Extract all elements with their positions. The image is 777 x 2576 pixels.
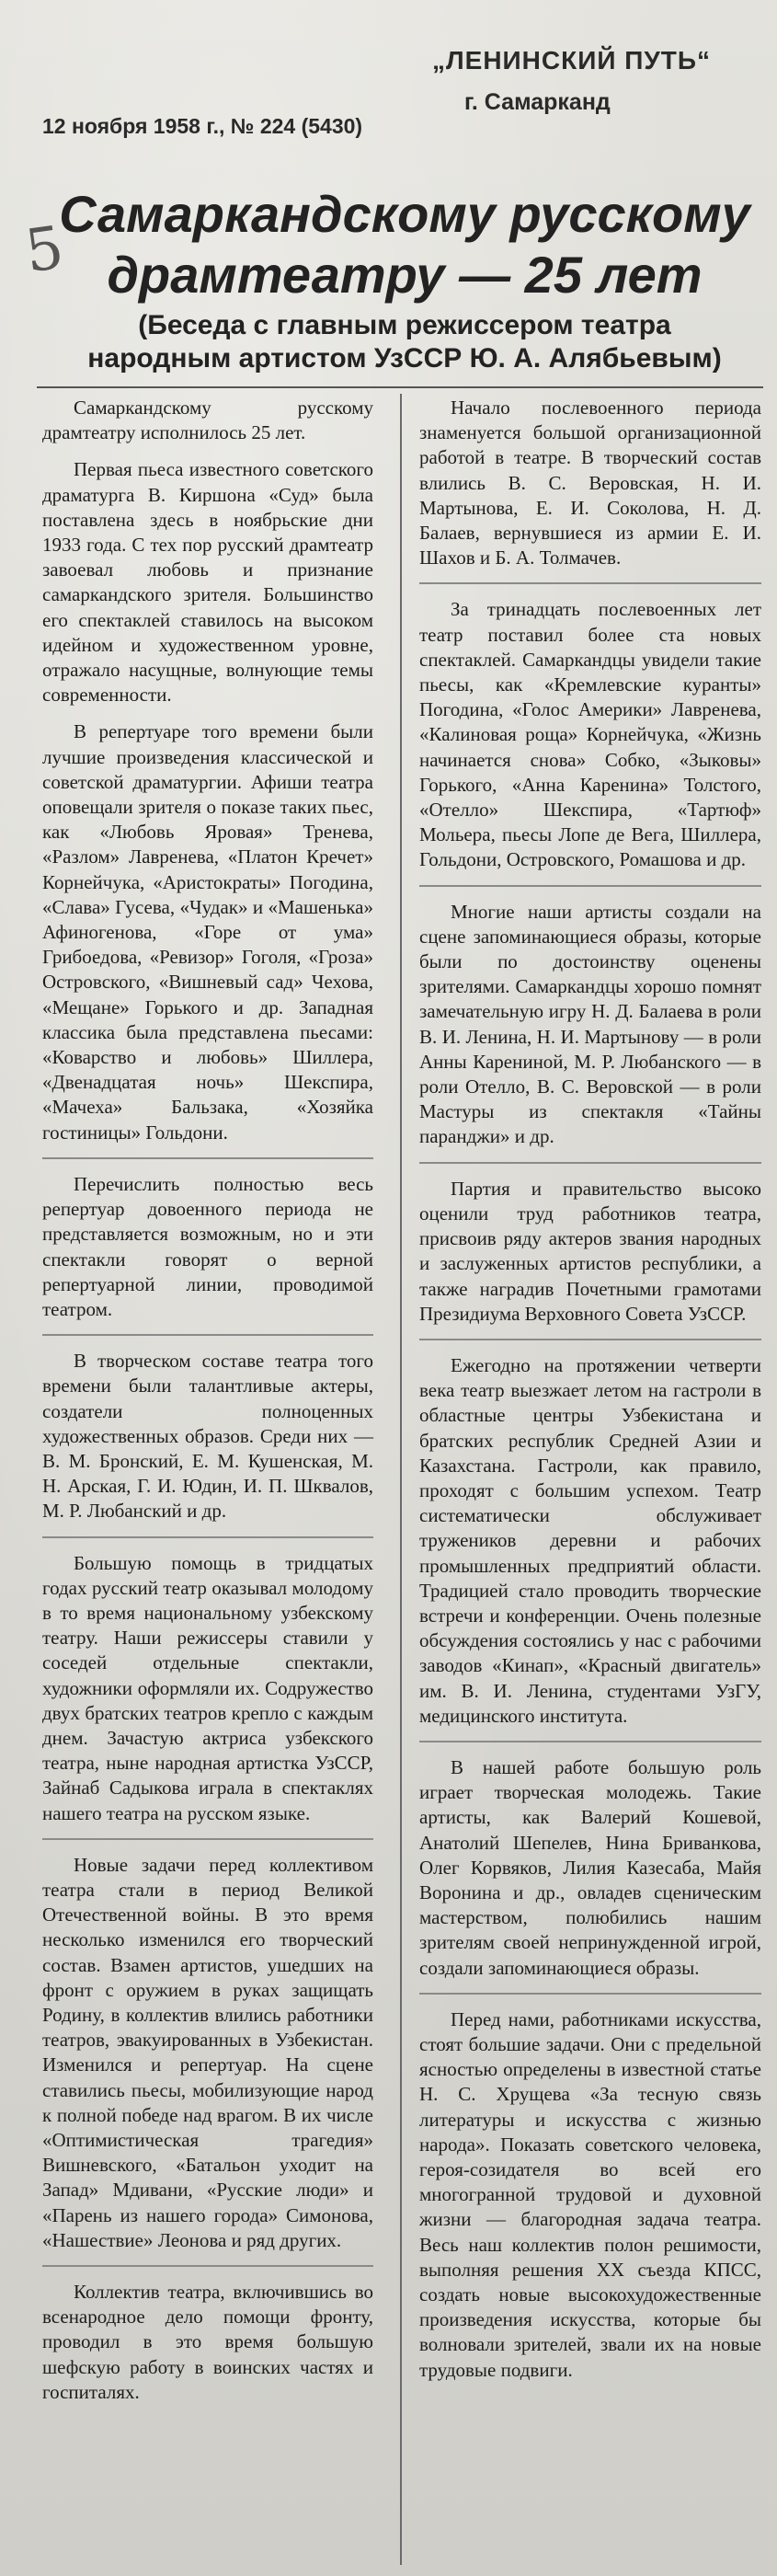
column-divider	[419, 1162, 761, 1164]
handwritten-page-mark: 5	[21, 213, 68, 287]
article-paragraph: Ежегодно на протяжении четверти века театр выезжает летом на гастроли в областные центры Узбекистана и братских республик Средней Азии и Казахстана. Гастроли, как правило, проходят с большим успехом. Театр систематически обслуживает тружеников деревни и рабочих промышленных предприятий области. Традицией стало проводить творческие встречи и конференции. Очень полезные обсуждения состоялись у нас с рабочими заводов «Кинап», «Красный двигатель» им. В. И. Ленина, студентами УзГУ, медицинского института.	[419, 1353, 761, 1727]
article-subtitle-line-2: народным артистом УзССР Ю. А. Алябьевым)	[87, 343, 722, 374]
column-divider	[42, 1838, 373, 1840]
article-subtitle-line-1: (Беседа с главным режиссером театра	[138, 310, 671, 340]
issue-date: 12 ноября 1958 г., № 224 (5430)	[42, 114, 363, 138]
article-paragraph: Начало послевоенного периода знаменуется большой организационной работой в театре. В творческий состав влились В. С. Веровская, Н. И. Мартынова, Е. И. Соколова, Н. Д. Балаев, вернувшиеся из армии Е. И. Шахов и Б. А. Толмачев.	[419, 397, 761, 569]
column-divider	[419, 1339, 761, 1340]
clipping-header	[0, 0, 777, 156]
article-paragraph: Коллектив театра, включившись во всенародное дело помощи фронту, проводил в это время большую шефскую работу в воинских частях и госпиталях.	[42, 2281, 373, 2403]
article-paragraph: Самаркандскому русскому драмтеатру исполнилось 25 лет.	[42, 397, 373, 444]
article-paragraph: Перечислить полностью весь репертуар довоенного периода не представляется возможным, но и эти спектакли говорят о верной репертуарной линии, проводимой театром.	[42, 1172, 373, 1320]
article-subtitle	[55, 309, 754, 375]
article-title-line-2: драмтеатру — 25 лет	[107, 246, 703, 304]
article-paragraph: В творческом составе театра того времени были талантливые актеры, создатели полноценных художественных образов. Среди них — В. М. Бронский, Е. М. Кушенская, М. Н. Арская, Г. И. Юдин, И. П. Шквалов, М. Р. Любанский и др.	[42, 1350, 373, 1523]
column-divider	[419, 1741, 761, 1742]
column-divider	[42, 1157, 373, 1159]
article-paragraph: За тринадцать послевоенных лет театр поставил более ста новых спектаклей. Самаркандцы увидели такие пьесы, как «Кремлевские куранты» Погодина, «Голос Америки» Лавренева, «Калиновая роща» Корнейчука, «Жизнь начинается снова» Собко, «Зыковы» Горького, «Анна Каренина» Толстого, «Отелло» Шекспира, «Тартюф» Мольера, пьесы Лопе де Вега, Шиллера, Гольдони, Островского, Ромашова и др.	[419, 598, 761, 871]
column-divider	[42, 2265, 373, 2267]
article-paragraph: Первая пьеса известного советского драматурга В. Киршона «Суд» была поставлена здесь в ноябрьские дни 1933 года. С тех пор русский драмтеатр завоевал любовь и признание самаркандского зрителя. Большинство его спектаклей ставилось на высоком идейном и художественном уровне, отражало насущные, волнующие темы современности.	[42, 458, 373, 707]
article-paragraph: Партия и правительство высоко оценили труд работников театра, присвоив ряду актеров звания народных и заслуженных артистов республики, а также наградив Почетными грамотами Президиума Верховного Совета УзССР.	[419, 1177, 761, 1325]
article-paragraph: Перед нами, работниками искусства, стоят большие задачи. Они с предельной ясностью определены в известной статье Н. С. Хрущева «За тесную связь литературы и искусства с жизнью народа». Показать советского человека, героя-созидателя во всей его многогранной трудовой и духовной жизни — благородная задача театра. Весь наш коллектив полон решимости, выполняя решения XX съезда КПСС, создать новые высокохудожественные произведения искусства, которые бы волновали зрителей, звали их на новые трудовые подвиги.	[419, 2007, 761, 2381]
article-paragraph: Новые задачи перед коллективом театра стали в период Великой Отечественной войны. В это время несколько изменился его творческий состав. Взамен артистов, ушедших на фронт с оружием в руках защищать Родину, в коллектив влились работники театров, эвакуированных в Узбекистан. Изменился и репертуар. На сцене ставились пьесы, мобилизующие народ к полной победе над врагом. В их числе «Оптимистическая трагедия» Вишневского, «Батальон уходит на Запад» Мдивани, «Русские люди» и «Парень из нашего города» Симонова, «Нашествие» Леонова и ряд других.	[42, 1853, 373, 2251]
column-divider	[42, 1334, 373, 1336]
article-paragraph: Многие наши артисты создали на сцене запоминающиеся образы, которые были по достоинству оценены зрителями. Самаркандцы хорошо помнят замечательную игру Н. Д. Балаева в роли В. И. Ленина, Н. И. Мартынову — в роли Анны Карениной, М. Р. Любанского — в роли Отелло, В. С. Веровской — в роли Мастуры из спектакля «Тайны паранджи» и др.	[419, 900, 761, 1148]
article-paragraph: В репертуаре того времени были лучшие произведения классической и советской драматургии. Афиши театра оповещали зрителя о показе таких пьес, как «Любовь Яровая» Тренева, «Разлом» Лавренева, «Платон Кречет» Корнейчука, «Аристократы» Погодина, «Слава» Гусева, «Чудак» и «Машенька» Афиногенова, «Горе от ума» Грибоедова, «Ревизор» Гоголя, «Гроза» Островского, «Вишневый сад» Чехова, «Мещане» Горького и др. Западная классика была представлена пьесами: «Коварство и любовь» Шиллера, «Двенадцатая ночь» Шекспира, «Мачеха» Бальзака, «Хозяйка гостиницы» Гольдони.	[42, 720, 373, 1144]
article-paragraph: В нашей работе большую роль играет творческая молодежь. Такие артисты, как Валерий Кошевой, Анатолий Шепелев, Нина Бриванкова, Олег Корвяков, Лилия Казесаба, Майя Воронина и др., овладев сценическим мастерством, полюбились нашим зрителям своей непринужденной игрой, создали запоминающиеся образы.	[419, 1755, 761, 1979]
newspaper-name: „ЛЕНИНСКИЙ ПУТЬ“	[432, 46, 711, 75]
article-paragraph: Большую помощь в тридцатых годах русский театр оказывал молодому в то время национальному узбекскому театру. Наши режиссеры ставили у соседей отдельные спектакли, художники оформляли их. Содружество двух братских театров крепло с каждым днем. Зачастую актриса узбекского театра, ныне народная артистка УзССР, Зайнаб Садыкова играла в спектаклях нашего театра на русском языке.	[42, 1551, 373, 1824]
article-left-column	[42, 396, 373, 2417]
article-right-column	[419, 396, 761, 2395]
article-title-line-1: Самаркандскому русскому	[59, 185, 750, 243]
title-divider	[37, 386, 763, 388]
column-divider	[419, 885, 761, 887]
column-divider	[419, 582, 761, 584]
column-divider	[42, 1536, 373, 1538]
article-title	[55, 184, 754, 305]
column-divider	[419, 1993, 761, 1995]
column-separator	[400, 394, 402, 2565]
newspaper-city: г. Самарканд	[464, 89, 611, 115]
